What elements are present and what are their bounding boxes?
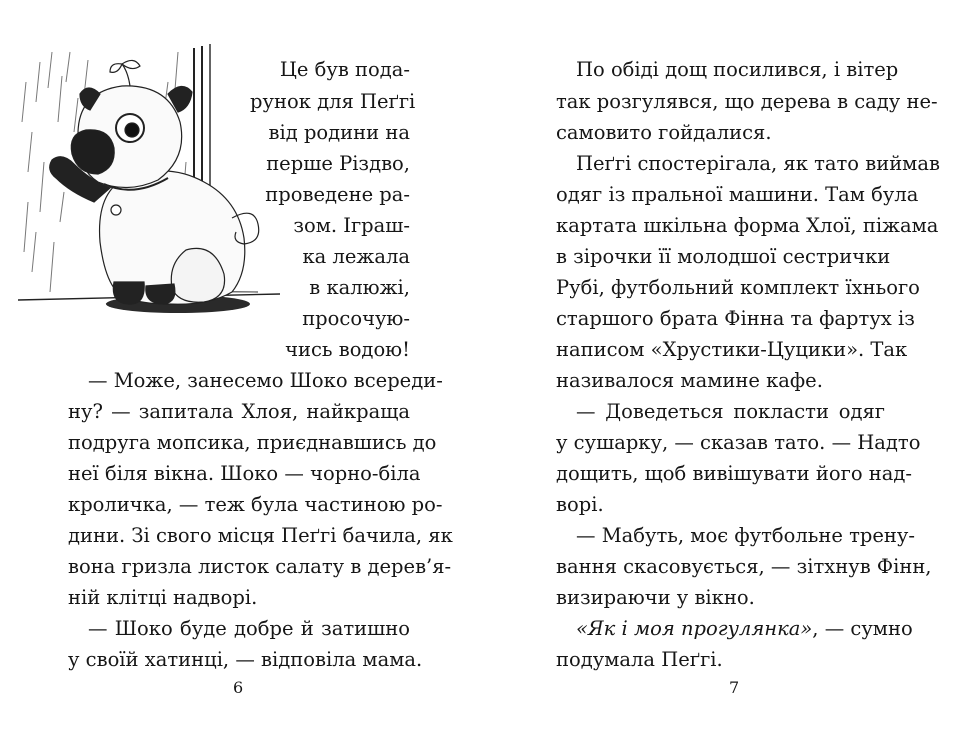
text-line: дини. Зі свого місця Пеґгі бачила, як: [68, 524, 453, 547]
text-line: зом. Іграш-: [293, 214, 410, 237]
text-line: [576, 617, 913, 641]
text-line: старшого брата Фінна та фартух із: [556, 307, 915, 330]
text-line: Рубі, футбольний комплект їхнього: [556, 276, 920, 299]
text-line: у сушарку, — сказав тато. — Надто: [556, 431, 921, 454]
text-fragment: , — сумно: [812, 617, 913, 640]
text-line: просочую-: [302, 307, 410, 330]
italic-thought: «Як і моя прогулянка»: [576, 617, 813, 640]
text-line: — Доведеться покласти одяг: [576, 400, 885, 423]
page-number: 7: [729, 678, 740, 697]
text-line: в зірочки її молодшої сестрички: [556, 245, 891, 268]
text-line: від родини на: [268, 121, 410, 144]
text-line: — Шоко буде добре й затишно: [88, 617, 410, 640]
left-page: [0, 0, 484, 746]
text-line: написом «Хрустики-Цуцики». Так: [556, 338, 908, 361]
pug-at-window-illustration: [18, 42, 280, 344]
text-line: По обіді дощ посилився, і вітер: [576, 58, 899, 81]
text-line: подумала Пеґгі.: [556, 648, 723, 671]
text-line: самовито гойдалися.: [556, 121, 772, 144]
text-line: в калюжі,: [309, 276, 410, 299]
text-line: ній клітці надворі.: [68, 586, 258, 609]
text-line: так розгулявся, що дерева в саду не-: [556, 90, 938, 113]
text-line: — Може, занесемо Шоко всереди-: [88, 369, 443, 392]
text-line: вона гризла листок салату в дерев’я-: [68, 555, 452, 578]
text-line: вання скасовується, — зітхнув Фінн,: [556, 555, 932, 578]
text-line: ворі.: [556, 493, 604, 516]
text-line: Це був пода-: [279, 58, 410, 81]
text-line: у своїй хатинці, — відповіла мама.: [68, 648, 423, 671]
text-line: рунок для Пеґгі: [250, 90, 416, 113]
text-line: перше Різдво,: [266, 152, 410, 175]
page-number: 6: [233, 678, 244, 697]
text-line: Пеґгі спостерігала, як тато виймав: [576, 152, 940, 175]
text-line: чись водою!: [285, 338, 410, 361]
right-page: [485, 0, 969, 746]
text-line: подруга мопсика, приєднавшись до: [68, 431, 437, 454]
text-line: одяг із пральної машини. Там була: [556, 183, 919, 206]
text-line: неї біля вікна. Шоко — чорно-біла: [68, 462, 421, 485]
text-line: визираючи у вікно.: [556, 586, 755, 609]
text-line: дощить, щоб вивішувати його над-: [556, 462, 912, 485]
text-line: ну? — запитала Хлоя, найкраща: [68, 400, 410, 423]
text-line: ка лежала: [302, 245, 410, 268]
text-line: — Мабуть, моє футбольне трену-: [576, 524, 915, 547]
text-line: проведене ра-: [265, 183, 410, 206]
text-line: називалося мамине кафе.: [556, 369, 823, 392]
text-line: картата шкільна форма Хлої, піжама: [556, 214, 939, 237]
text-line: кроличка, — теж була частиною ро-: [68, 493, 443, 516]
